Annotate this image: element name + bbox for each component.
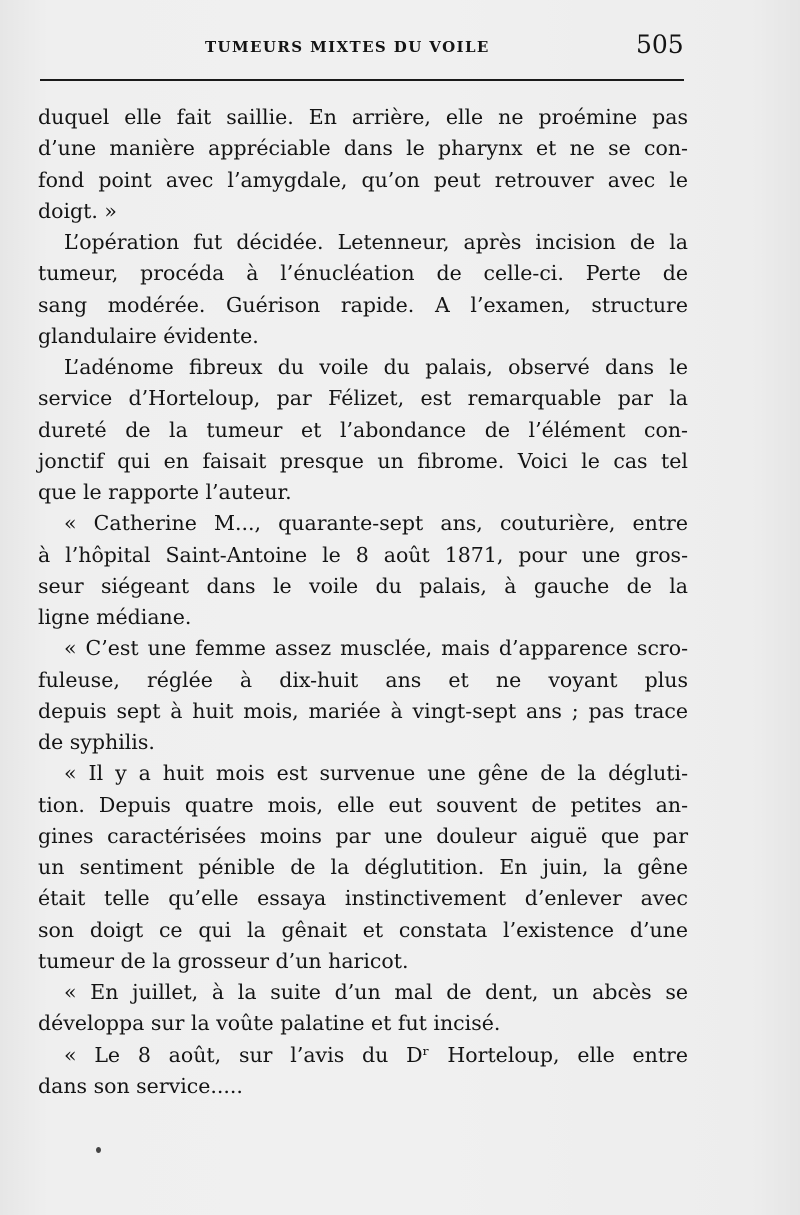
text-line: de syphilis.	[38, 730, 155, 754]
text-line: « C’est une femme assez musclée, mais d’apparence scro-	[64, 636, 688, 661]
ink-speck	[96, 1147, 101, 1153]
text-line: tion. Depuis quatre mois, elle eut souvent de petites an-	[38, 792, 688, 817]
text-line: L’adénome fibreux du voile du palais, observé dans le	[64, 355, 688, 379]
text-line: à l’hôpital Saint-Antoine le 8 août 1871, pour une gros-	[38, 542, 688, 567]
text-line: dans son service.....	[38, 1073, 243, 1098]
text-line: un sentiment pénible de la déglutition. En juin, la gêne	[38, 855, 688, 879]
text-line: doigt. »	[38, 198, 117, 223]
page-number: 505	[636, 30, 684, 59]
text-line: sang modérée. Guérison rapide. A l’examen, structure	[38, 292, 688, 317]
text-line: L’opération fut décidée. Letenneur, après incision de la	[64, 230, 688, 254]
body-text	[38, 102, 688, 1102]
text-line: glandulaire évidente.	[38, 323, 259, 348]
text-line: jonctif qui en faisait presque un fibrome. Voici le cas tel	[38, 448, 688, 473]
text-line: depuis sept à huit mois, mariée à vingt-sept ans ; pas trace	[38, 698, 688, 723]
text-line: d’une manière appréciable dans le pharynx et ne se con-	[38, 136, 688, 161]
text-line: service d’Horteloup, par Félizet, est remarquable par la	[38, 386, 688, 411]
text-line: développa sur la voûte palatine et fut incisé.	[38, 1011, 501, 1036]
text-line: fond point avec l’amygdale, qu’on peut retrouver avec le	[38, 167, 688, 192]
text-line: « Il y a huit mois est survenue une gêne de la dégluti-	[64, 761, 688, 786]
running-title: TUMEURS MIXTES DU VOILE	[205, 38, 490, 56]
text-line: tumeur, procéda à l’énucléation de celle-ci. Perte de	[38, 261, 688, 286]
text-line: ligne médiane.	[38, 605, 192, 629]
text-line: duquel elle fait saillie. En arrière, elle ne proémine pas	[38, 105, 688, 129]
text-line: son doigt ce qui la gênait et constata l’existence d’une	[38, 917, 688, 942]
text-line: tumeur de la grosseur d’un haricot.	[38, 948, 409, 973]
text-line: seur siégeant dans le voile du palais, à gauche de la	[38, 573, 688, 598]
text-line: fuleuse, réglée à dix-huit ans et ne voyant plus	[38, 667, 688, 692]
text-line: « En juillet, à la suite d’un mal de dent, un abcès se	[64, 980, 688, 1004]
page-header	[0, 28, 800, 68]
text-line: que le rapporte l’auteur.	[38, 480, 292, 504]
text-line: dureté de la tumeur et l’abondance de l’élément con-	[38, 417, 688, 442]
header-rule	[40, 79, 684, 81]
text-line: « Le 8 août, sur l’avis du Dʳ Horteloup, elle entre	[64, 1042, 688, 1067]
text-line: « Catherine M..., quarante-sept ans, couturière, entre	[64, 511, 688, 536]
text-line: gines caractérisées moins par une douleur aiguë que par	[38, 823, 688, 848]
text-line: était telle qu’elle essaya instinctivement d’enlever avec	[38, 886, 688, 911]
